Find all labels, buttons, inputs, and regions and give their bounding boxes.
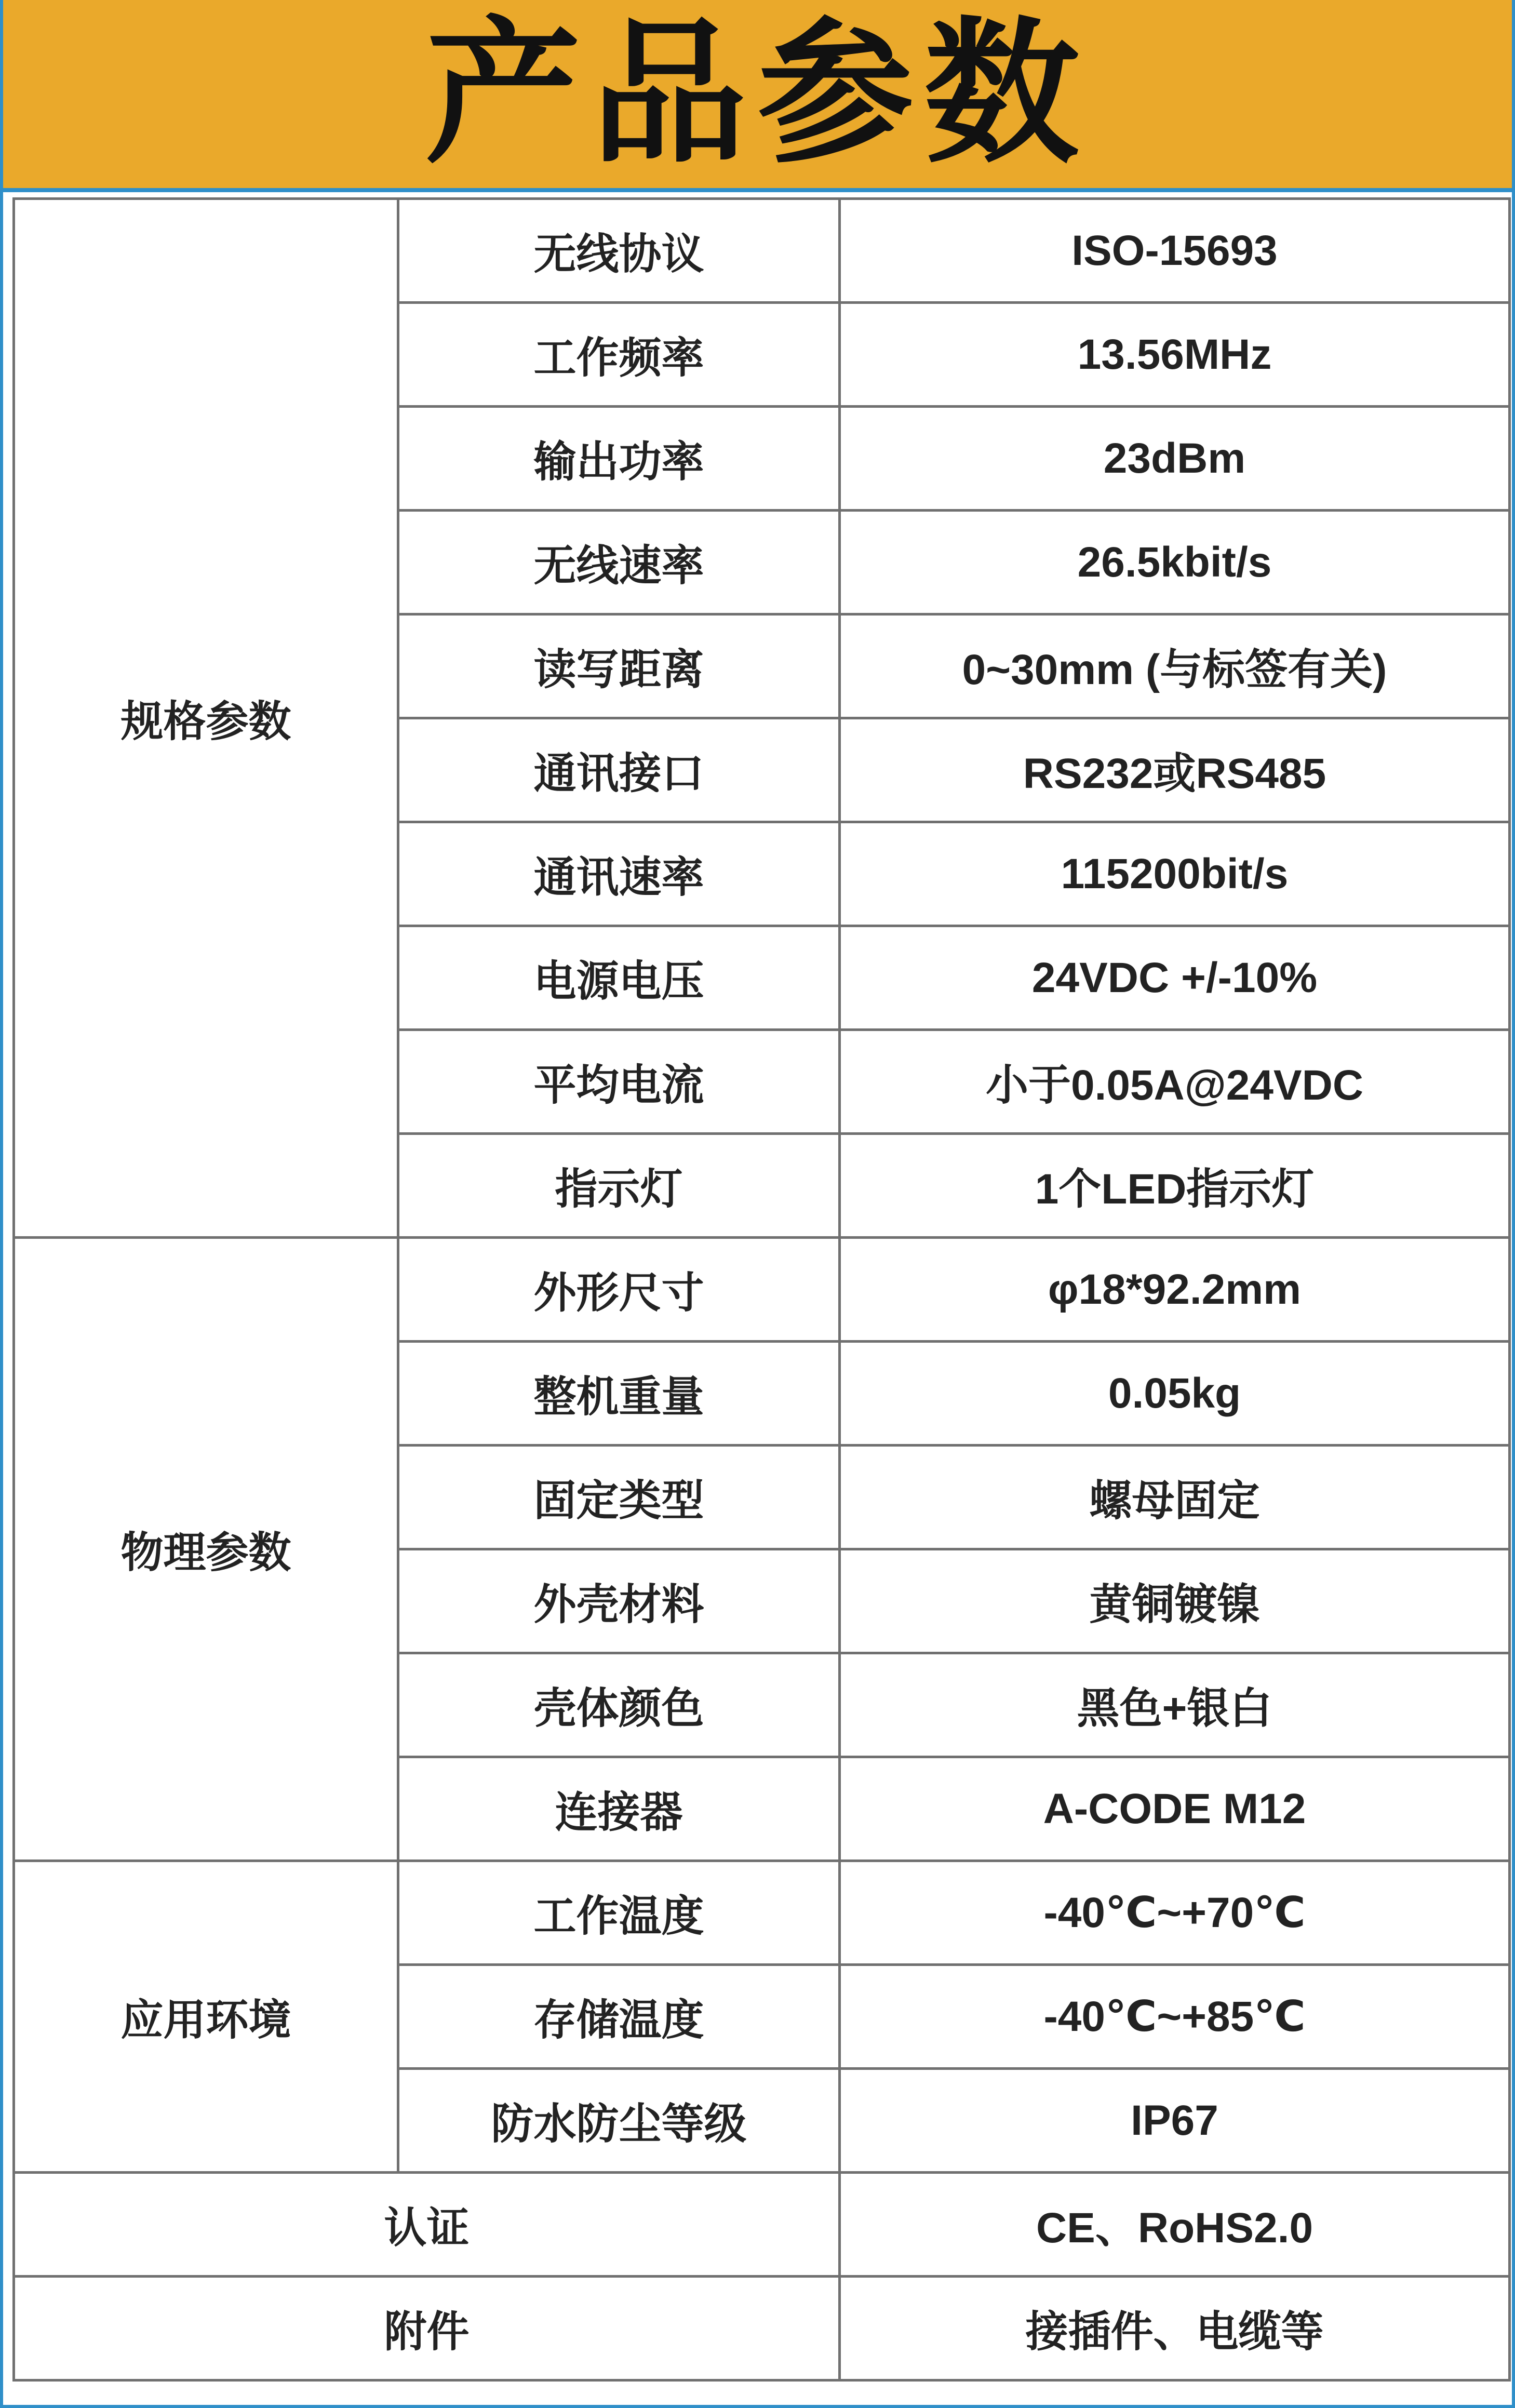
param-value: IP67 — [840, 2069, 1510, 2173]
param-label: 读写距离 — [398, 614, 840, 718]
spec-table-container — [12, 197, 1508, 2400]
param-value: 螺母固定 — [840, 1446, 1510, 1549]
param-value: 115200bit/s — [840, 822, 1510, 926]
param-value: 0.05kg — [840, 1342, 1510, 1446]
param-value: RS232或RS485 — [840, 718, 1510, 822]
param-label: 连接器 — [398, 1757, 840, 1861]
param-value: 黑色+银白 — [840, 1653, 1510, 1757]
param-value: 黄铜镀镍 — [840, 1549, 1510, 1653]
param-label: 存储温度 — [398, 1965, 840, 2069]
param-value: 26.5kbit/s — [840, 511, 1510, 614]
param-label: 通讯接口 — [398, 718, 840, 822]
param-label: 整机重量 — [398, 1342, 840, 1446]
title-banner — [3, 0, 1512, 192]
footer-label: 附件 — [14, 2277, 840, 2380]
param-label: 输出功率 — [398, 407, 840, 511]
param-value: 0~30mm (与标签有关) — [840, 614, 1510, 718]
spec-table — [12, 197, 1511, 2382]
param-value: 1个LED指示灯 — [840, 1134, 1510, 1238]
param-value: ISO-15693 — [840, 199, 1510, 303]
table-row — [14, 199, 1510, 303]
footer-value: CE、RoHS2.0 — [840, 2173, 1510, 2277]
param-label: 通讯速率 — [398, 822, 840, 926]
group-label: 物理参数 — [14, 1238, 398, 1861]
param-label: 固定类型 — [398, 1446, 840, 1549]
param-label: 工作频率 — [398, 303, 840, 407]
footer-label: 认证 — [14, 2173, 840, 2277]
table-row — [14, 2277, 1510, 2380]
param-label: 电源电压 — [398, 926, 840, 1030]
param-label: 指示灯 — [398, 1134, 840, 1238]
param-label: 壳体颜色 — [398, 1653, 840, 1757]
group-label: 规格参数 — [14, 199, 398, 1238]
param-label: 外壳材料 — [398, 1549, 840, 1653]
param-label: 无线速率 — [398, 511, 840, 614]
param-label: 防水防尘等级 — [398, 2069, 840, 2173]
param-label: 平均电流 — [398, 1030, 840, 1134]
param-label: 工作温度 — [398, 1861, 840, 1965]
param-value: -40℃~+85℃ — [840, 1965, 1510, 2069]
table-row — [14, 1861, 1510, 1965]
group-label: 应用环境 — [14, 1861, 398, 2173]
param-value: φ18*92.2mm — [840, 1238, 1510, 1342]
param-value: 小于0.05A@24VDC — [840, 1030, 1510, 1134]
footer-value: 接插件、电缆等 — [840, 2277, 1510, 2380]
param-value: 23dBm — [840, 407, 1510, 511]
param-value: A-CODE M12 — [840, 1757, 1510, 1861]
page-title: 产品参数 — [425, 3, 1090, 184]
param-label: 外形尺寸 — [398, 1238, 840, 1342]
param-value: 13.56MHz — [840, 303, 1510, 407]
table-row — [14, 1238, 1510, 1342]
param-value: -40℃~+70℃ — [840, 1861, 1510, 1965]
param-value: 24VDC +/-10% — [840, 926, 1510, 1030]
param-label: 无线协议 — [398, 199, 840, 303]
table-row — [14, 2173, 1510, 2277]
spec-table-body — [14, 199, 1510, 2380]
